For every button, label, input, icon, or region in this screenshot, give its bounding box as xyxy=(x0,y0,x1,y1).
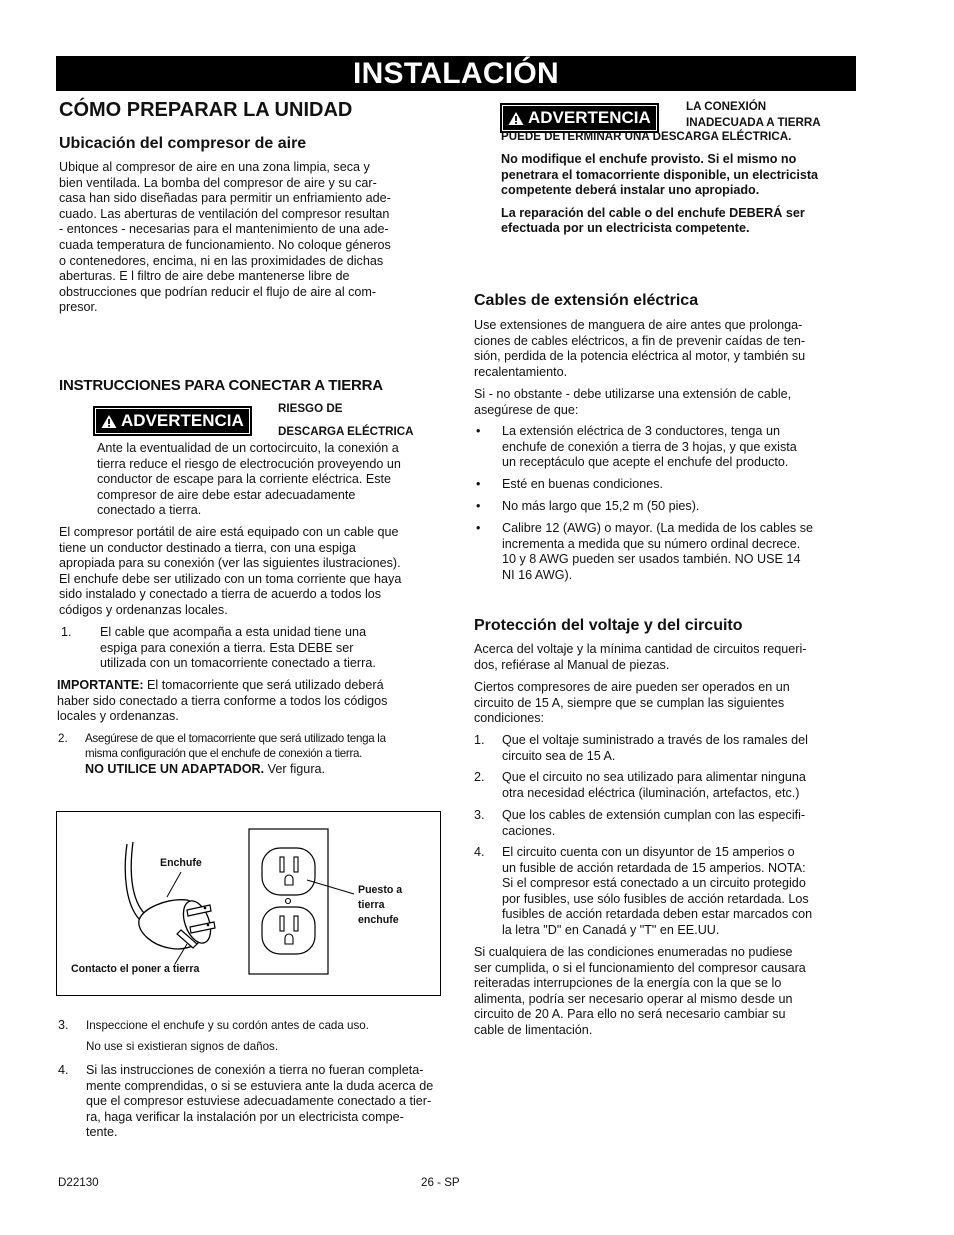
text-line: enchufe de conexión a tierra de 3 hojas, y que exista xyxy=(502,439,797,454)
text-line: conectado a tierra. xyxy=(97,503,202,518)
warning-title: RIESGO DE xyxy=(278,402,343,415)
warning-text xyxy=(501,152,871,237)
text-line: o contenedores, encima, ni en las proximidades de dichas xyxy=(59,253,384,268)
importante-paragraph xyxy=(57,678,452,725)
text-line: circuito sea de 15 A. xyxy=(502,748,616,763)
bullet: • xyxy=(476,521,481,535)
cables-heading: Cables de extensión eléctrica xyxy=(474,292,699,309)
text-line: El enchufe debe ser utilizado con un toma corriente que haya xyxy=(59,571,402,586)
text-line: sión, perdida de la potencia eléctrica al motor, y también su xyxy=(474,349,806,364)
text-line: La reparación del cable o del enchufe DEBERÁ ser xyxy=(501,205,805,220)
figure-label: enchufe xyxy=(358,914,399,926)
text-line: un receptáculo que acepte el enchufe del producto. xyxy=(502,455,789,470)
cables-paragraph xyxy=(474,318,864,419)
text-line: Acerca del voltaje y la mínima cantidad de circuitos requeri- xyxy=(474,642,807,656)
text-line: espiga para conexión a tierra. Esta DEBE ser xyxy=(100,640,354,655)
text-line: Si el compresor está conectado a un circuito protegido xyxy=(502,876,806,891)
bullet: • xyxy=(476,477,481,491)
text-line: cuada temperatura de funcionamiento. No coloque géneros xyxy=(59,237,391,252)
list-number: 1. xyxy=(474,733,485,747)
text-line: Si cualquiera de las condiciones enumeradas no pudiese xyxy=(474,945,793,959)
text-line: cable de limentación. xyxy=(474,1022,593,1037)
text-line: tente. xyxy=(86,1125,118,1140)
text-line: bien ventilada. La bomba del compresor de aire y su car- xyxy=(59,175,377,190)
text-line: El cable que acompaña a esta unidad tiene una xyxy=(100,625,367,639)
voltaje-paragraph xyxy=(474,642,864,727)
list-item xyxy=(474,770,869,802)
list-number: 3. xyxy=(474,808,485,822)
doc-id: D22130 xyxy=(58,1176,99,1189)
text-line: Inspeccione el enchufe y su cordón antes de cada uso. xyxy=(86,1019,369,1032)
text-line: mente comprendidas, o si se estuviera ante la duda acerca de xyxy=(86,1078,434,1093)
text-line: ser cumplida, o si el funcionamiento del compresor causara xyxy=(474,960,806,975)
text-line: utilizada con un tomacorriente conectado a tierra. xyxy=(100,656,376,671)
adapter-warning: NO UTILICE UN ADAPTADOR. xyxy=(85,762,265,776)
list-number: 3. xyxy=(58,1018,69,1032)
text-line: Si las instrucciones de conexión a tierra no fueran completa- xyxy=(86,1063,424,1077)
tierra-paragraph xyxy=(59,525,454,619)
warning-title: PUEDE DETERMINAR UNA DESCARGA ELÉCTRICA. xyxy=(501,130,792,143)
warning-label: ADVERTENCIA xyxy=(528,108,651,127)
text-line: códigos y ordenanzas locales. xyxy=(59,602,228,617)
text-line: Ubique al compresor de aire en una zona limpia, seca y xyxy=(59,160,370,174)
list-item xyxy=(58,1018,468,1058)
warning-title: DESCARGA ELÉCTRICA xyxy=(278,425,414,438)
text-line: NI 16 AWG). xyxy=(502,567,573,582)
text-line: No modifique el enchufe provisto. Si el mismo no xyxy=(501,152,797,166)
list-item xyxy=(474,845,869,940)
text-line: aberturas. E l filtro de aire debe mantenerse libre de xyxy=(59,269,350,284)
text-line: la letra "D" en Canadá y "T" en EE.UU. xyxy=(502,922,720,937)
list-item xyxy=(476,499,866,515)
text-line: Si - no obstante - debe utilizarse una extensión de cable, xyxy=(474,387,792,402)
warning-triangle-icon xyxy=(101,414,117,429)
text-line: competente deberá instalar uno apropiado. xyxy=(501,183,760,198)
text-line: casa han sido diseñadas para permitir un enfriamiento ade- xyxy=(59,191,391,206)
text-line: obstrucciones que podrían reducir el flujo de aire al com- xyxy=(59,284,377,299)
warning-triangle-icon xyxy=(508,111,524,126)
grounding-figure xyxy=(56,811,441,996)
text-line: efectuada por un electricista competente. xyxy=(501,221,750,236)
text-line: tiene un conductor destinado a tierra, con una espiga xyxy=(59,540,356,555)
text-line: conductor de escape para la corriente eléctrica. Este xyxy=(97,472,392,487)
text-line: Ver figura. xyxy=(264,762,326,776)
list-item xyxy=(474,733,869,765)
text-line: Que el voltaje suministrado a través de los ramales del xyxy=(502,733,808,747)
text-line: circuito de 20 A. Para ello no será necesario cambiar su xyxy=(474,1007,786,1022)
text-line: No más largo que 15,2 m (50 pies). xyxy=(502,499,700,513)
text-line: Ante la eventualidad de un cortocircuito, la conexión a xyxy=(97,441,399,455)
figure-label: Enchufe xyxy=(160,857,202,869)
importante-label: IMPORTANTE: xyxy=(57,678,144,692)
list-item xyxy=(476,521,866,585)
text-line: El tomacorriente que será utilizado deberá xyxy=(143,678,384,692)
warning-title xyxy=(686,99,821,131)
list-item xyxy=(474,808,869,840)
text-line: Asegúrese de que el tomacorriente que será utilizado tenga la xyxy=(85,732,386,745)
text-line: haber sido conectado a tierra conforme a todos los códigos xyxy=(57,693,388,708)
text-line: INADECUADA A TIERRA xyxy=(686,116,821,129)
list-number: 4. xyxy=(58,1063,69,1077)
text-line: 10 y 8 AWG pueden ser usados también. NO USE 14 xyxy=(502,552,801,567)
text-line: Que el circuito no sea utilizado para alimentar ninguna xyxy=(502,770,806,784)
text-line: cuado. Las aberturas de ventilación del compresor resultan xyxy=(59,206,390,221)
list-item xyxy=(61,625,451,673)
voltaje-closing-paragraph xyxy=(474,945,869,1039)
list-item xyxy=(476,477,866,493)
text-line: dos, refiérase al Manual de piezas. xyxy=(474,657,670,672)
section-title: CÓMO PREPARAR LA UNIDAD xyxy=(59,99,353,121)
list-number: 4. xyxy=(474,845,485,859)
text-line: fusibles de acción retardada deben estar marcados con xyxy=(502,907,813,922)
text-line: Que los cables de extensión cumplan con las especifi- xyxy=(502,808,806,822)
page-number: 26 - SP xyxy=(421,1176,460,1189)
text-line: incrementa a medida que su número ordinal decrece. xyxy=(502,536,801,551)
text-line: apropiada para su conexión (ver las siguientes ilustraciones). xyxy=(59,556,401,571)
list-item xyxy=(476,424,866,472)
text-line: circuito de 15 A, siempre que se cumplan las siguientes xyxy=(474,695,785,710)
text-line: misma configuración que el enchufe de conexión a tierra. xyxy=(85,747,363,760)
text-line: - entonces - necesarias para el mantenimiento de una ade- xyxy=(59,222,389,237)
text-line: presor. xyxy=(59,300,98,315)
figure-label: Puesto a xyxy=(358,884,403,896)
page-title: INSTALACIÓN xyxy=(56,56,856,91)
list-number: 2. xyxy=(58,732,68,745)
text-line: locales y ordenanzas. xyxy=(57,709,179,724)
text-line: asegúrese de que: xyxy=(474,402,579,417)
ubicacion-paragraph xyxy=(59,160,449,316)
text-line: Esté en buenas condiciones. xyxy=(502,477,664,491)
text-line: compresor de aire debe estar adecuadamente xyxy=(97,487,356,502)
text-line: penetrara el tomacorriente disponible, un electricista xyxy=(501,167,819,182)
list-number: 1. xyxy=(61,625,72,639)
voltaje-heading: Protección del voltaje y del circuito xyxy=(474,617,743,634)
ubicacion-heading: Ubicación del compresor de aire xyxy=(59,135,307,152)
text-line: por fusibles, use sólo fusibles de acción retardada. Los xyxy=(502,891,809,906)
text-line: reiteradas interrupciones de la energía con la que se lo xyxy=(474,976,782,991)
warning-text xyxy=(97,441,447,519)
list-item xyxy=(58,731,453,781)
warning-badge xyxy=(500,103,659,133)
list-item xyxy=(58,1063,468,1143)
text-line: otra necesidad eléctrica (iluminación, artefactos, etc.) xyxy=(502,785,800,800)
warning-badge xyxy=(93,406,252,436)
text-line: Use extensiones de manguera de aire antes que prolonga- xyxy=(474,318,803,332)
text-line: No use si existieran signos de daños. xyxy=(86,1040,279,1053)
text-line: un fusible de acción retardada de 15 amperios. NOTA: xyxy=(502,860,806,875)
text-line: Ciertos compresores de aire pueden ser operados en un xyxy=(474,680,790,695)
figure-label: tierra xyxy=(358,899,385,911)
text-line: El circuito cuenta con un disyuntor de 15 amperios o xyxy=(502,845,795,859)
text-line: caciones. xyxy=(502,823,556,838)
text-line: recalentamiento. xyxy=(474,364,568,379)
figure-label: Contacto el poner a tierra xyxy=(71,963,200,975)
text-line: ciones de cables eléctricos, a fin de prevenir caídas de ten- xyxy=(474,333,806,348)
text-line: alimenta, podría ser necesario operar al mismo desde un xyxy=(474,991,793,1006)
tierra-heading: INSTRUCCIONES PARA CONECTAR A TIERRA xyxy=(59,377,383,394)
text-line: que el compresor estuviese adecuadamente conectado a tier- xyxy=(86,1094,432,1109)
text-line: sido instalado y conectado a tierra de acuerdo a todos los xyxy=(59,587,382,602)
text-line: condiciones: xyxy=(474,711,545,726)
bullet: • xyxy=(476,424,481,438)
text-line: tierra reduce el riesgo de electrocución proveyendo un xyxy=(97,456,401,471)
text-line: ra, haga verificar la instalación por un electricista compe- xyxy=(86,1109,404,1124)
text-line: La extensión eléctrica de 3 conductores, tenga un xyxy=(502,424,780,438)
bullet: • xyxy=(476,499,481,513)
text-line: Calibre 12 (AWG) o mayor. (La medida de los cables se xyxy=(502,521,814,535)
list-number: 2. xyxy=(474,770,485,784)
warning-label: ADVERTENCIA xyxy=(121,411,244,430)
text-line: LA CONEXIÓN xyxy=(686,100,767,113)
text-line: El compresor portátil de aire está equipado con un cable que xyxy=(59,525,399,539)
